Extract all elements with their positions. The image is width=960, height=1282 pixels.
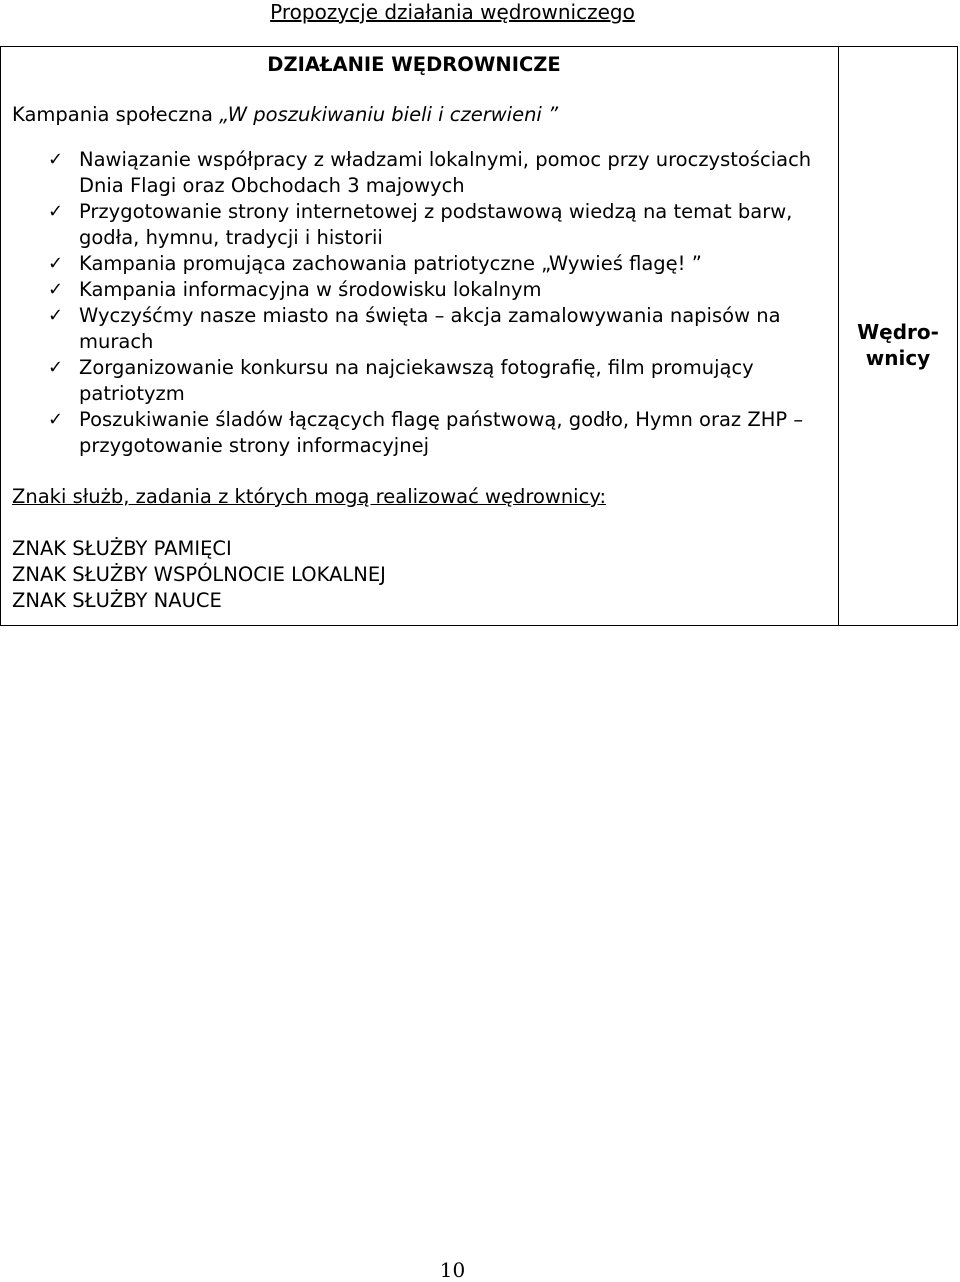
page-number: 10 <box>439 1258 466 1282</box>
badge-name: ZNAK SŁUŻBY PAMIĘCI <box>12 537 232 560</box>
service-badges-list <box>12 536 838 614</box>
list-item <box>12 251 838 277</box>
activity-description-cell <box>1 47 839 625</box>
list-item <box>12 303 838 355</box>
task-text: Kampania promująca zachowania patriotyczne „Wywieś flagę! ” <box>79 252 702 275</box>
campaign-quote: „W poszukiwaniu bieli i czerwieni ” <box>219 103 559 126</box>
campaign-line <box>12 103 838 127</box>
page-heading: Propozycje działania wędrowniczego <box>270 0 635 24</box>
section-title: DZIAŁANIE WĘDROWNICZE <box>267 53 561 76</box>
target-group-line: wnicy <box>865 346 931 370</box>
list-item <box>12 147 838 199</box>
checkmark-icon: ✓ <box>48 305 64 326</box>
list-item <box>12 199 838 251</box>
checkmark-icon: ✓ <box>48 201 64 222</box>
campaign-prefix: Kampania społeczna <box>12 103 220 126</box>
target-group-label <box>857 319 939 371</box>
checkmark-icon: ✓ <box>48 279 64 300</box>
task-list <box>12 147 838 459</box>
checkmark-icon: ✓ <box>48 149 64 170</box>
list-item <box>12 355 838 407</box>
task-text: Przygotowanie strony internetowej z podstawową wiedzą na temat barw, godła, hymnu, tradycji i historii <box>79 200 793 249</box>
checkmark-icon: ✓ <box>48 357 64 378</box>
task-text: Nawiązanie współpracy z władzami lokalnymi, pomoc przy uroczystościach Dnia Flagi oraz Obchodach 3 majowych <box>79 148 812 197</box>
task-text: Poszukiwanie śladów łączących flagę państwową, godło, Hymn oraz ZHP – przygotowanie strony informacyjnej <box>79 408 804 457</box>
checkmark-icon: ✓ <box>48 409 64 430</box>
checkmark-icon: ✓ <box>48 253 64 274</box>
target-group-line: Wędro- <box>857 320 939 344</box>
task-text: Wyczyśćmy nasze miasto na święta – akcja zamalowywania napisów na murach <box>79 304 781 353</box>
target-group-cell <box>839 47 957 625</box>
list-item <box>12 277 838 303</box>
service-badges-title: Znaki służb, zadania z których mogą realizować wędrownicy: <box>12 485 607 508</box>
badge-name: ZNAK SŁUŻBY NAUCE <box>12 589 222 612</box>
badge-name: ZNAK SŁUŻBY WSPÓLNOCIE LOKALNEJ <box>12 563 386 586</box>
task-text: Zorganizowanie konkursu na najciekawszą fotografię, film promujący patriotyzm <box>79 356 754 405</box>
task-text: Kampania informacyjna w środowisku lokalnym <box>79 278 542 301</box>
list-item <box>12 407 838 459</box>
activity-table <box>0 46 958 626</box>
